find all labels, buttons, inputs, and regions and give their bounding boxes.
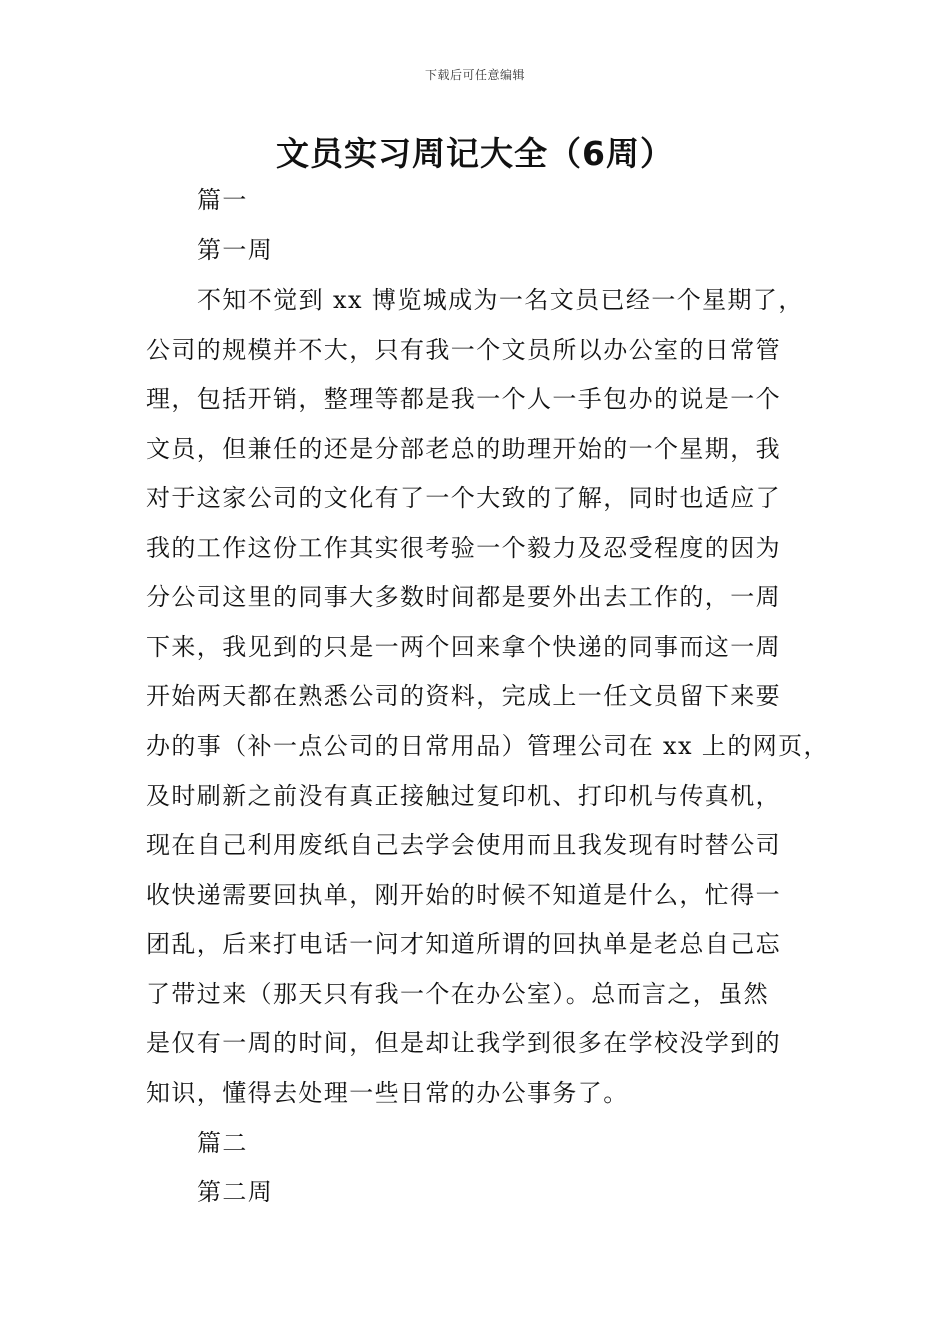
document-title: 文员实习周记大全（6周）	[276, 134, 674, 173]
paragraph-line: 及时刷新之前没有真正接触过复印机、打印机与传真机，	[146, 782, 781, 810]
paragraph-line: 公司的规模并不大，只有我一个文员所以办公室的日常管	[146, 336, 781, 364]
paragraph-line: 办的事（补一点公司的日常用品）管理公司在 xx 上的网页，	[146, 732, 829, 760]
paragraph-line: 现在自己利用废纸自己去学会使用而且我发现有时替公司	[146, 831, 781, 859]
week-heading: 第一周	[197, 236, 274, 264]
paragraph-line: 文员，但兼任的还是分部老总的助理开始的一个星期，我	[146, 435, 781, 463]
section-heading: 篇一	[197, 186, 248, 214]
paragraph-line: 我的工作这份工作其实很考验一个毅力及忍受程度的因为	[146, 534, 781, 562]
section-heading: 篇二	[197, 1129, 248, 1157]
paragraph-line: 开始两天都在熟悉公司的资料，完成上一任文员留下来要	[146, 682, 781, 710]
paragraph-line: 是仅有一周的时间，但是却让我学到很多在学校没学到的	[146, 1029, 781, 1057]
paragraph-line: 了带过来（那天只有我一个在办公室）。总而言之，虽然	[146, 980, 769, 1008]
paragraph-line: 理，包括开销，整理等都是我一个人一手包办的说是一个	[146, 385, 781, 413]
paragraph-line: 对于这家公司的文化有了一个大致的了解，同时也适应了	[146, 484, 781, 512]
paragraph-line: 知识，懂得去处理一些日常的办公事务了。	[146, 1079, 629, 1107]
paragraph-line: 分公司这里的同事大多数时间都是要外出去工作的，一周	[146, 583, 781, 611]
paragraph-line: 不知不觉到 xx 博览城成为一名文员已经一个星期了，	[197, 286, 804, 314]
paragraph-line: 下来，我见到的只是一两个回来拿个快递的同事而这一周	[146, 633, 781, 661]
header-note: 下载后可任意编辑	[424, 68, 525, 82]
week-heading: 第二周	[197, 1178, 274, 1206]
paragraph-line: 收快递需要回执单，刚开始的时候不知道是什么，忙得一	[146, 881, 781, 909]
paragraph-line: 团乱，后来打电话一问才知道所谓的回执单是老总自己忘	[146, 930, 781, 958]
